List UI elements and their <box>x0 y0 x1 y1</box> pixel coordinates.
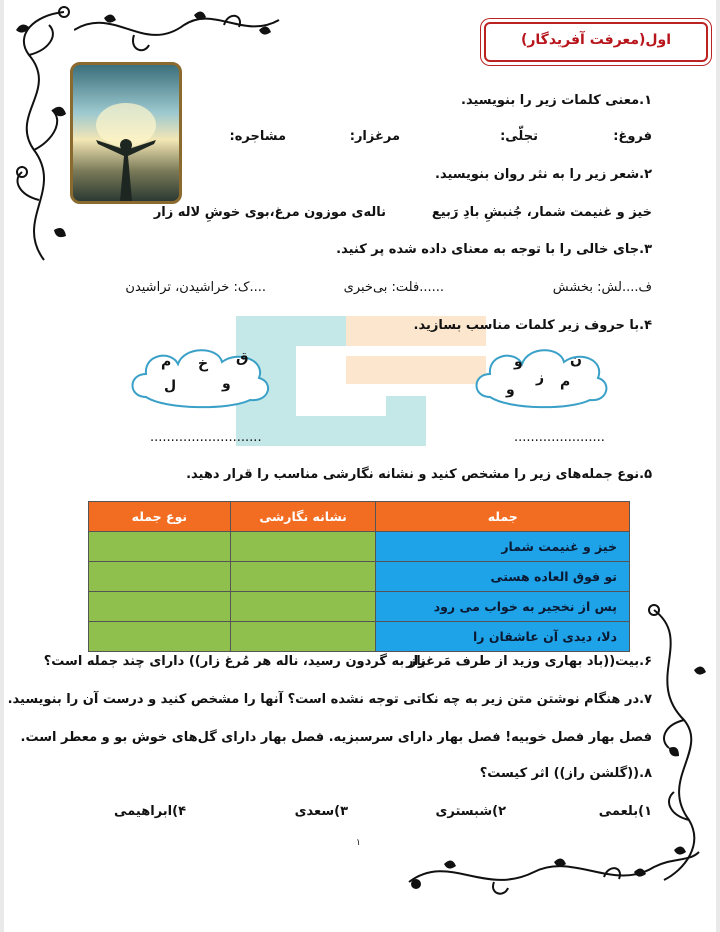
q1-word-forough: فروغ: <box>613 129 652 144</box>
cloud-right-letter-4: م <box>560 374 571 390</box>
header-sentence-type: نوع جمله <box>89 502 231 532</box>
q6-text-continued: باز به گردون رسید، ناله هر مُرغ زار)) دارای چند جمله است؟ <box>43 654 426 669</box>
cloud-right-letter-1: ن <box>570 352 582 368</box>
q1-word-moshajere: مشاجره: <box>229 129 286 144</box>
letter-cloud-left <box>126 342 274 410</box>
cloud-right-letter-2: و <box>514 354 523 370</box>
table-row <box>89 562 630 592</box>
q7-text: فصل بهار فصل خوبیه! فصل بهار دارای سرسبزیه. فصل بهار دارای گل‌های خوش بو و معطر است. <box>20 730 652 745</box>
table-row <box>89 532 630 562</box>
worship-photo <box>70 62 182 204</box>
table-header-row <box>89 502 630 532</box>
punctuation-answer-cell[interactable] <box>230 622 376 652</box>
praying-figure-illustration <box>73 65 179 201</box>
worksheet-page <box>4 0 716 932</box>
punctuation-answer-cell[interactable] <box>230 562 376 592</box>
q3-prompt: ۳.جای خالی را با توجه به معنای داده شده پر کنید. <box>336 242 652 257</box>
q1-word-tajalli: تجلّی: <box>500 129 538 144</box>
table-row <box>89 622 630 652</box>
header-punctuation: نشانه نگارشی <box>230 502 376 532</box>
page-number-mark: ۱ <box>356 838 361 848</box>
sentence-cell: پس از نخجیر به خواب می رود <box>376 592 630 622</box>
q2-poem-line-b: ناله‌ی موزون مرغ،بوی خوشِ لاله زار <box>153 205 386 220</box>
q8-option-2[interactable]: ۲)شبستری <box>435 804 506 819</box>
q8-option-4[interactable]: ۴)ابراهیمی <box>114 804 186 819</box>
lesson-title: اول(معرفت آفریدگار) <box>520 32 672 48</box>
q8-prompt: ۸.((گلشن راز)) اثر کیست؟ <box>479 766 652 781</box>
table-row <box>89 592 630 622</box>
q4-prompt: ۴.با حروف زیر کلمات مناسب بسازید. <box>413 318 652 333</box>
q6-text: ۶.بیت((باد بهاری وزید از طرف مَرغزار <box>406 654 652 669</box>
q3-item-1: ف....لش: بخشش <box>552 280 652 295</box>
q1-word-marghzar: مرغزار: <box>349 129 400 144</box>
q3-item-3: ....ک: خراشیدن، تراشیدن <box>125 280 266 295</box>
q1-prompt: ۱.معنی کلمات زیر را بنویسید. <box>461 93 652 108</box>
cloud-right-letter-3: ز <box>536 370 545 386</box>
q8-option-1[interactable]: ۱)بلعمی <box>598 804 652 819</box>
cloud-right-letter-5: و <box>506 382 515 398</box>
cloud-left-letter-2: خ <box>198 356 209 372</box>
cloud-left-letter-4: و <box>222 376 231 392</box>
sentence-cell: دلا، دیدی آن عاشقان را <box>376 622 630 652</box>
cloud-left-letter-1: ق <box>236 350 249 366</box>
q4-answer-blank-right: ...................... <box>514 430 605 445</box>
q8-option-3[interactable]: ۳)سعدی <box>294 804 348 819</box>
type-answer-cell[interactable] <box>89 622 231 652</box>
punctuation-answer-cell[interactable] <box>230 592 376 622</box>
cloud-left-letter-3: م <box>161 354 172 370</box>
sentence-type-table <box>88 501 630 652</box>
q3-item-2: ......فلت: بی‌خبری <box>343 280 444 295</box>
q4-answer-blank-left: ........................... <box>150 430 262 445</box>
punctuation-answer-cell[interactable] <box>230 532 376 562</box>
sentence-cell: تو فوق العاده هستی <box>376 562 630 592</box>
sentence-cell: خیز و غنیمت شمار <box>376 532 630 562</box>
top-floral-ornament <box>74 0 284 60</box>
lesson-title-box <box>484 22 708 62</box>
q7-prompt: ۷.در هنگام نوشتن متن زیر به چه نکاتی توجه نشده است؟ آنها را مشخص کنید و درست آن را بنویسید. <box>7 692 652 707</box>
type-answer-cell[interactable] <box>89 592 231 622</box>
bottom-floral-ornament <box>404 842 704 902</box>
type-answer-cell[interactable] <box>89 562 231 592</box>
cloud-left-letter-5: ل <box>164 378 177 394</box>
q5-prompt: ۵.نوع جمله‌های زیر را مشخص کنید و نشانه نگارشی مناسب را قرار دهید. <box>186 467 652 482</box>
q2-poem-line-a: خیز و غنیمت شمار، جُنبشِ بادِ رَبیع <box>431 205 652 220</box>
type-answer-cell[interactable] <box>89 532 231 562</box>
q2-prompt: ۲.شعر زیر را به نثر روان بنویسید. <box>435 167 652 182</box>
header-sentence: جمله <box>376 502 630 532</box>
